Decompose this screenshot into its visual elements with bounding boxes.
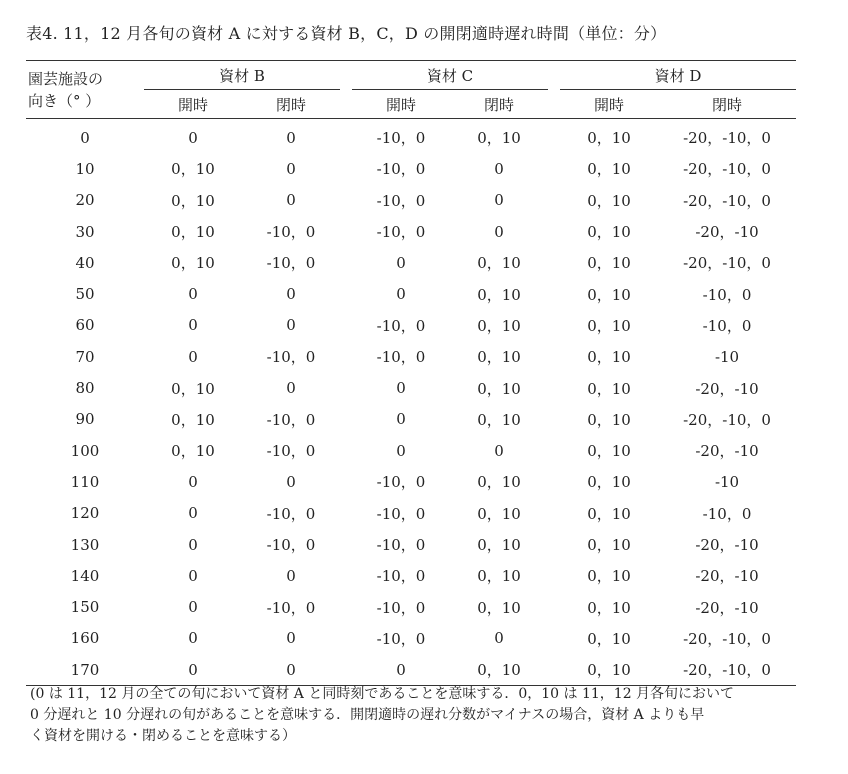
- material-c-header: 資材 C: [352, 61, 548, 90]
- c-close-cell: 0，10: [477, 316, 521, 335]
- c-open-cell: -10，0: [376, 598, 426, 617]
- column-gap: [340, 216, 352, 247]
- orientation-cell: 120: [70, 504, 100, 523]
- table-row: [26, 310, 796, 341]
- material-b-header: 資材 B: [144, 61, 340, 90]
- d-close-cell: -20，-10，0: [683, 629, 771, 648]
- column-gap: [548, 310, 560, 341]
- column-gap: [340, 654, 352, 686]
- d-open-cell: 0，10: [587, 598, 631, 617]
- orientation-cell: 130: [70, 535, 100, 554]
- b-close-cell: -10，0: [266, 442, 316, 461]
- column-gap: [548, 654, 560, 686]
- b-close-cell: -10，0: [266, 504, 316, 523]
- column-gap: [548, 61, 560, 90]
- column-gap: [548, 372, 560, 403]
- column-gap: [548, 466, 560, 497]
- table-row: [26, 119, 796, 154]
- orientation-cell: 60: [75, 316, 95, 335]
- table-row: [26, 341, 796, 372]
- orientation-cell: 50: [75, 285, 95, 304]
- orientation-cell: 110: [70, 472, 100, 491]
- b-open-cell: 0: [188, 598, 198, 617]
- b-close-cell: 0: [286, 128, 296, 147]
- b-close-cell: -10，0: [266, 598, 316, 617]
- table-row: [26, 529, 796, 560]
- c-close-cell: 0，10: [477, 567, 521, 586]
- c-open-cell: 0: [352, 654, 450, 686]
- column-gap: [548, 498, 560, 529]
- d-open-cell: 0，10: [587, 316, 631, 335]
- d-open-cell: 0，10: [560, 654, 658, 686]
- table-row: [26, 498, 796, 529]
- d-open-cell: 0，10: [587, 536, 631, 554]
- orientation-cell: 10: [75, 159, 95, 178]
- d-close-cell: -20，-10: [695, 379, 759, 398]
- b-open-cell: 0: [188, 285, 198, 304]
- b-open-cell: 0，10: [171, 410, 215, 429]
- d-close-header: 閉時: [658, 90, 796, 119]
- column-gap: [340, 341, 352, 372]
- b-open-cell: 0，10: [171, 379, 215, 398]
- c-open-cell: -10，0: [376, 223, 426, 242]
- b-close-cell: -10，0: [266, 410, 316, 429]
- b-open-header: 開時: [144, 90, 242, 119]
- table-row: [26, 404, 796, 435]
- d-close-cell: -20，-10，0: [658, 654, 796, 686]
- b-close-cell: 0: [286, 379, 296, 398]
- c-close-cell: 0，10: [477, 536, 521, 554]
- b-close-cell: 0: [286, 316, 296, 335]
- d-close-cell: -20，-10，0: [683, 129, 771, 148]
- c-open-cell: -10，0: [376, 160, 426, 179]
- column-gap: [548, 529, 560, 560]
- table-body: [26, 119, 796, 686]
- orientation-cell: 100: [70, 441, 100, 460]
- c-close-cell: 0，10: [477, 504, 521, 523]
- table-row: [26, 216, 796, 247]
- table-row: [26, 278, 796, 309]
- orientation-cell: 70: [75, 347, 95, 366]
- b-open-cell: 0，10: [171, 442, 215, 461]
- delay-table: [26, 60, 796, 686]
- b-close-cell: -10，0: [266, 254, 316, 273]
- c-close-header: 閉時: [450, 90, 548, 119]
- b-close-cell: 0: [286, 472, 296, 491]
- d-close-cell: -20，-10: [695, 223, 759, 242]
- column-gap: [340, 90, 352, 119]
- c-close-cell: 0，10: [477, 254, 521, 273]
- c-close-cell: 0，10: [477, 379, 521, 398]
- orientation-cell: 170: [26, 654, 144, 686]
- c-close-cell: 0: [494, 222, 504, 241]
- c-close-cell: 0，10: [477, 129, 521, 148]
- table-row: [26, 623, 796, 654]
- c-open-cell: 0: [396, 253, 406, 272]
- column-gap: [340, 466, 352, 497]
- b-open-cell: 0，10: [171, 191, 215, 210]
- d-open-header: 開時: [560, 90, 658, 119]
- d-close-cell: -10，0: [702, 316, 752, 335]
- d-open-cell: 0，10: [587, 504, 631, 523]
- column-gap: [548, 90, 560, 119]
- d-close-cell: -10: [714, 347, 740, 366]
- orientation-cell: 40: [75, 253, 95, 272]
- d-open-cell: 0，10: [587, 223, 631, 242]
- c-open-cell: -10，0: [376, 504, 426, 523]
- b-open-cell: 0: [188, 504, 198, 523]
- note-line-1: (0 は 11，12 月の全ての旬において資材 A と同時刻であることを意味する．0，10 は 11，12 月各旬において: [30, 686, 735, 702]
- b-close-cell: -10，0: [266, 348, 316, 367]
- c-close-cell: 0: [494, 441, 504, 460]
- c-close-cell: 0: [494, 191, 504, 210]
- b-open-cell: 0: [188, 347, 198, 366]
- c-close-cell: 0，10: [477, 598, 521, 617]
- b-open-cell: 0: [188, 316, 198, 335]
- b-open-cell: 0: [188, 472, 198, 491]
- column-gap: [548, 341, 560, 372]
- b-open-cell: 0: [188, 629, 198, 648]
- column-gap: [548, 560, 560, 591]
- table-row: [26, 466, 796, 497]
- column-gap: [340, 310, 352, 341]
- d-close-cell: -20，-10，0: [683, 160, 771, 179]
- table-note: [30, 684, 830, 747]
- column-gap: [340, 372, 352, 403]
- orientation-cell: 150: [70, 598, 100, 617]
- d-close-cell: -10: [714, 472, 740, 491]
- column-gap: [548, 119, 560, 154]
- d-open-cell: 0，10: [587, 567, 631, 586]
- column-gap: [548, 435, 560, 466]
- c-open-cell: -10，0: [376, 473, 426, 492]
- table-row: [26, 247, 796, 278]
- table-row: [26, 372, 796, 403]
- orientation-cell: 80: [75, 379, 95, 398]
- b-close-cell: 0: [286, 629, 296, 648]
- column-gap: [340, 278, 352, 309]
- column-gap: [548, 185, 560, 216]
- table-row: [26, 654, 796, 686]
- orientation-cell: 0: [80, 128, 90, 147]
- table-row: [26, 435, 796, 466]
- note-line-3: く資材を開ける・閉めることを意味する）: [30, 728, 296, 744]
- orientation-cell: 90: [75, 410, 95, 429]
- column-gap: [548, 153, 560, 184]
- d-open-cell: 0，10: [587, 629, 631, 648]
- column-gap: [548, 247, 560, 278]
- table-caption: 表4. 11，12 月各旬の資材 A に対する資材 B，C，D の開閉適時遅れ時間（単位：分）: [26, 24, 667, 43]
- b-open-cell: 0: [188, 566, 198, 585]
- b-close-cell: -10，0: [266, 223, 316, 242]
- b-close-cell: -10，0: [266, 536, 316, 554]
- column-gap: [340, 119, 352, 154]
- b-open-cell: 0，10: [171, 160, 215, 179]
- column-gap: [548, 278, 560, 309]
- orientation-cell: 20: [75, 191, 95, 210]
- d-open-cell: 0，10: [587, 473, 631, 492]
- column-gap: [340, 404, 352, 435]
- orientation-cell: 140: [70, 566, 100, 585]
- column-gap: [340, 560, 352, 591]
- b-open-cell: 0，10: [171, 223, 215, 242]
- material-d-header: 資材 D: [560, 61, 796, 90]
- column-gap: [340, 247, 352, 278]
- orientation-header: [26, 61, 144, 119]
- column-gap: [340, 435, 352, 466]
- column-gap: [340, 591, 352, 622]
- d-close-cell: -20，-10，0: [683, 254, 771, 273]
- b-close-header: 閉時: [242, 90, 340, 119]
- c-open-cell: 0: [396, 410, 406, 429]
- table-row: [26, 185, 796, 216]
- b-close-cell: 0: [286, 191, 296, 210]
- b-close-cell: 0: [286, 285, 296, 304]
- d-close-cell: -20，-10，0: [683, 410, 771, 429]
- column-gap: [340, 185, 352, 216]
- orientation-header-line2: 向き（° ）: [28, 91, 101, 110]
- c-open-cell: 0: [396, 379, 406, 398]
- note-line-2: 0 分遅れと 10 分遅れの旬があることを意味する．開閉適時の遅れ分数がマイナスの場合，資材 A よりも早: [30, 707, 705, 723]
- d-close-cell: -20，-10，0: [683, 191, 771, 210]
- orientation-cell: 160: [70, 629, 100, 648]
- d-open-cell: 0，10: [587, 254, 631, 273]
- c-open-cell: -10，0: [376, 629, 426, 648]
- c-close-cell: 0: [494, 159, 504, 178]
- column-gap: [340, 623, 352, 654]
- c-open-cell: -10，0: [376, 191, 426, 210]
- c-close-cell: 0，10: [477, 473, 521, 492]
- column-gap: [340, 61, 352, 90]
- b-close-cell: 0: [242, 654, 340, 686]
- column-gap: [548, 404, 560, 435]
- d-close-cell: -20，-10: [695, 536, 759, 554]
- c-close-cell: 0，10: [477, 410, 521, 429]
- d-open-cell: 0，10: [587, 129, 631, 148]
- d-close-cell: -10，0: [702, 504, 752, 523]
- c-open-cell: -10，0: [376, 567, 426, 586]
- column-gap: [340, 529, 352, 560]
- d-open-cell: 0，10: [587, 379, 631, 398]
- d-close-cell: -10，0: [702, 285, 752, 304]
- c-open-cell: -10，0: [376, 316, 426, 335]
- d-close-cell: -20，-10: [695, 598, 759, 617]
- d-open-cell: 0，10: [587, 191, 631, 210]
- orientation-header-line1: 園芸施設の: [28, 69, 104, 88]
- column-gap: [548, 216, 560, 247]
- b-open-cell: 0，10: [171, 254, 215, 273]
- c-open-cell: -10，0: [376, 536, 426, 554]
- c-close-cell: 0，10: [477, 348, 521, 367]
- d-open-cell: 0，10: [587, 410, 631, 429]
- b-open-cell: 0: [188, 535, 198, 554]
- c-close-cell: 0: [494, 629, 504, 648]
- column-gap: [340, 498, 352, 529]
- c-open-header: 開時: [352, 90, 450, 119]
- d-open-cell: 0，10: [587, 348, 631, 367]
- d-close-cell: -20，-10: [695, 442, 759, 461]
- orientation-cell: 30: [75, 222, 95, 241]
- d-close-cell: -20，-10: [695, 567, 759, 586]
- c-open-cell: -10，0: [376, 129, 426, 148]
- c-open-cell: 0: [396, 441, 406, 460]
- b-open-cell: 0: [144, 654, 242, 686]
- b-close-cell: 0: [286, 566, 296, 585]
- d-open-cell: 0，10: [587, 285, 631, 304]
- column-gap: [548, 623, 560, 654]
- table-row: [26, 153, 796, 184]
- c-open-cell: -10，0: [376, 348, 426, 367]
- d-open-cell: 0，10: [587, 442, 631, 461]
- c-open-cell: 0: [396, 285, 406, 304]
- c-close-cell: 0，10: [477, 285, 521, 304]
- b-close-cell: 0: [286, 159, 296, 178]
- table-row: [26, 560, 796, 591]
- b-open-cell: 0: [188, 128, 198, 147]
- c-close-cell: 0，10: [450, 654, 548, 686]
- d-open-cell: 0，10: [587, 160, 631, 179]
- column-gap: [548, 591, 560, 622]
- column-gap: [340, 153, 352, 184]
- table-row: [26, 591, 796, 622]
